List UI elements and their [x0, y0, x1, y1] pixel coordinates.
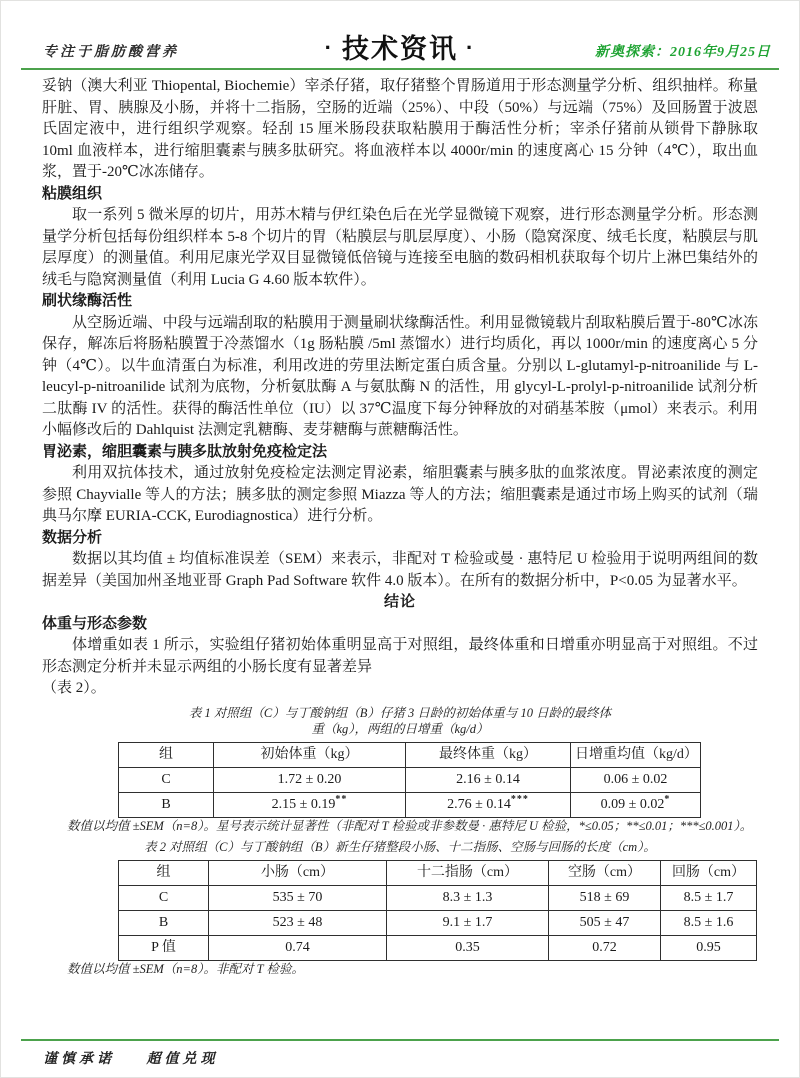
table-cell: 1.72 ± 0.20 [214, 767, 406, 792]
table-cell: 535 ± 70 [209, 885, 387, 910]
table2-row-pvalue [119, 935, 757, 960]
footer-slogan-value: 超值兑现 [146, 1052, 219, 1067]
page-header [21, 1, 779, 68]
title-dot-right: · [466, 35, 476, 60]
section-heading-mucosa: 粘膜组织 [42, 185, 103, 202]
paragraph-brush-border-enzyme: 从空肠近端、中段与远端刮取的粘膜用于测量刷状缘酶活性。利用显微镜载片刮取粘膜后置于-80℃冰冻保存，解冻后将肠粘膜置于冷蒸馏水（1g 肠粘膜 /5ml 蒸馏水）进行均质化，再以 1000r/min 的速度离心 5 分钟（4℃）。以牛血清蛋白为标准，利用改进的劳里法断定蛋白质含量。分别以 L-glutamyl-p-nitroanilide 与 L-leucyl-p-nitroanilide 试剂为底物，分析氨肽酶 A 与氨肽酶 N 的活性，用 glycyl-L-prolyl-p-nitroanilide 试剂分析二肽酶 IV 的活性。获得的酶活性单位（IU）以 37℃温度下每分钟释放的对硝基苯胺（μmol）来表示。利用小幅修改后的 Dahlquist 法测定乳糖酶、麦芽糖酶与蔗糖酶活性。 [42, 314, 758, 438]
table-cell: 9.1 ± 1.7 [387, 910, 549, 935]
page-title-text: 技术资讯 [342, 34, 458, 64]
table-cell: 0.74 [209, 935, 387, 960]
table-cell: 0.72 [549, 935, 661, 960]
table-cell: 0.35 [387, 935, 549, 960]
footer-rule [21, 1039, 779, 1041]
table2-caption: 表 2 对照组（C）与丁酸钠组（B）新生仔猪整段小肠、十二指肠、空肠与回肠的长度（cm）。 [144, 839, 656, 854]
table-cell: B [119, 910, 209, 935]
footer-slogan [43, 1048, 799, 1068]
table1-footnote: 数值以均值 ±SEM（n=8）。星号表示统计显著性（非配对 T 检验或非参数曼 · 惠特尼 U 检验，*≤0.05；**≤0.01；***≤0.001）。 [67, 818, 753, 833]
table-cell: C [119, 885, 209, 910]
table-cell: 2.76 ± 0.14*** [406, 792, 571, 817]
table-header-cell: 十二指肠（cm） [387, 860, 549, 885]
table2-row-control [119, 885, 757, 910]
table-cell: 0.06 ± 0.02 [571, 767, 701, 792]
table-header-cell: 组 [119, 860, 209, 885]
table1-row-control [119, 767, 701, 792]
table2 [118, 860, 757, 961]
table-cell: 8.5 ± 1.7 [661, 885, 757, 910]
title-dot-left: · [324, 35, 334, 60]
paragraph-methods-continued: 妥钠（澳大利亚 Thiopental, Biochemie）宰杀仔猪，取仔猪整个胃肠道用于形态测量学分析、组织抽样。称量肝脏、胃、胰腺及小肠，并将十二指肠，空肠的近端（25%）、中段（50%）与远端（75%）及回肠置于波恩氏固定液中，进行组织学观察。轻刮 15 厘米肠段获取粘膜用于酶活性分析；宰杀仔猪前从锁骨下静脉取 10ml 血液样本，进行缩胆囊素与胰多肽研究。将血液样本以 4000r/min 的速度离心 15 分钟（4℃），取出血浆，置于-20℃冰冻储存。 [42, 78, 758, 180]
table-cell: 505 ± 47 [549, 910, 661, 935]
page-title [317, 27, 484, 66]
table-cell: 0.09 ± 0.02* [571, 792, 701, 817]
section-heading-bodyweight: 体重与形态参数 [42, 615, 148, 632]
table-header-cell: 回肠（cm） [661, 860, 757, 885]
table1-caption-line2: 重（kg），两组的日增重（kg/d） [311, 721, 489, 736]
paragraph-mucosa: 取一系列 5 微米厚的切片，用苏木精与伊红染色后在光学显微镜下观察，进行形态测量学分析。形态测量学分析包括每份组织样本 5-8 个切片的胃（粘膜层与肌层厚度）、小肠（隐窝深度、绒毛长度，粘膜层与肌层厚度）的测量值。利用尼康光学双目显微镜低倍镜与连接至电脑的数码相机获取每个切片上淋巴集结外的绒毛与隐窝测量值（利用 Lucia G 4.60 版本软件）。 [42, 207, 758, 288]
table2-row-butyrate [119, 910, 757, 935]
table-cell: 523 ± 48 [209, 910, 387, 935]
table-cell: 518 ± 69 [549, 885, 661, 910]
table-cell: 0.95 [661, 935, 757, 960]
paragraph-table2-ref: （表 2）。 [42, 680, 106, 696]
table-cell: 8.5 ± 1.6 [661, 910, 757, 935]
table-cell: 8.3 ± 1.3 [387, 885, 549, 910]
section-heading-radioimmunoassay: 胃泌素，缩胆囊素与胰多肽放射免疫检定法 [42, 443, 328, 460]
table-cell: 2.16 ± 0.14 [406, 767, 571, 792]
table-header-cell: 小肠（cm） [209, 860, 387, 885]
table1-caption-line1: 表 1 对照组（C）与丁酸钠组（B）仔猪 3 日龄的初始体重与 10 日龄的最终体 [188, 705, 612, 720]
paragraph-bodyweight: 体增重如表 1 所示，实验组仔猪初始体重明显高于对照组，最终体重和日增重亦明显高于对照组。不过形态测定分析并未显示两组的小肠长度有显著差异 [42, 637, 758, 675]
page-footer [1, 1039, 799, 1068]
table-header-cell: 初始体重（kg） [214, 742, 406, 767]
table1-caption [42, 705, 758, 737]
paragraph-data-analysis: 数据以其均值 ± 均值标准误差（SEM）来表示，非配对 T 检验或曼 · 惠特尼 U 检验用于说明两组间的数据差异（美国加州圣地亚哥 Graph Pad Software 软件 4.0 版本）。在所有的数据分析中，P<0.05 为显著水平。 [42, 551, 758, 589]
header-date: 新奥探索：2016年9月25日 [595, 45, 771, 60]
footer-slogan-promise: 谨慎承诺 [43, 1052, 115, 1067]
heading-conclusion: 结论 [383, 594, 416, 610]
section-heading-data-analysis: 数据分析 [42, 529, 103, 546]
table1-row-butyrate [119, 792, 701, 817]
table2-header-row [119, 860, 757, 885]
table-header-cell: 日增重均值（kg/d） [571, 742, 701, 767]
table-cell: C [119, 767, 214, 792]
table-header-cell: 空肠（cm） [549, 860, 661, 885]
header-rule [21, 68, 779, 70]
table-header-cell: 最终体重（kg） [406, 742, 571, 767]
table-header-cell: 组 [119, 742, 214, 767]
table1 [118, 742, 701, 818]
section-heading-brush-border-enzyme: 刷状缘酶活性 [42, 293, 133, 309]
table-cell: B [119, 792, 214, 817]
table-cell: 2.15 ± 0.19** [214, 792, 406, 817]
table2-footnote: 数值以均值 ±SEM（n=8）。非配对 T 检验。 [67, 961, 304, 976]
table-cell: P 值 [119, 935, 209, 960]
header-slogan: 专注于脂肪酸营养 [43, 45, 179, 60]
article-body [42, 76, 758, 977]
paragraph-radioimmunoassay: 利用双抗体技术，通过放射免疫检定法测定胃泌素，缩胆囊素与胰多肽的血浆浓度。胃泌素浓度的测定参照 Chayvialle 等人的方法；胰多肽的测定参照 Miazza 等人的方法；缩胆囊素是通过市场上购买的试剂（瑞典马尔摩 EURIA-CCK, Eurodiagnostica）进行分析。 [42, 465, 758, 524]
table1-header-row [119, 742, 701, 767]
